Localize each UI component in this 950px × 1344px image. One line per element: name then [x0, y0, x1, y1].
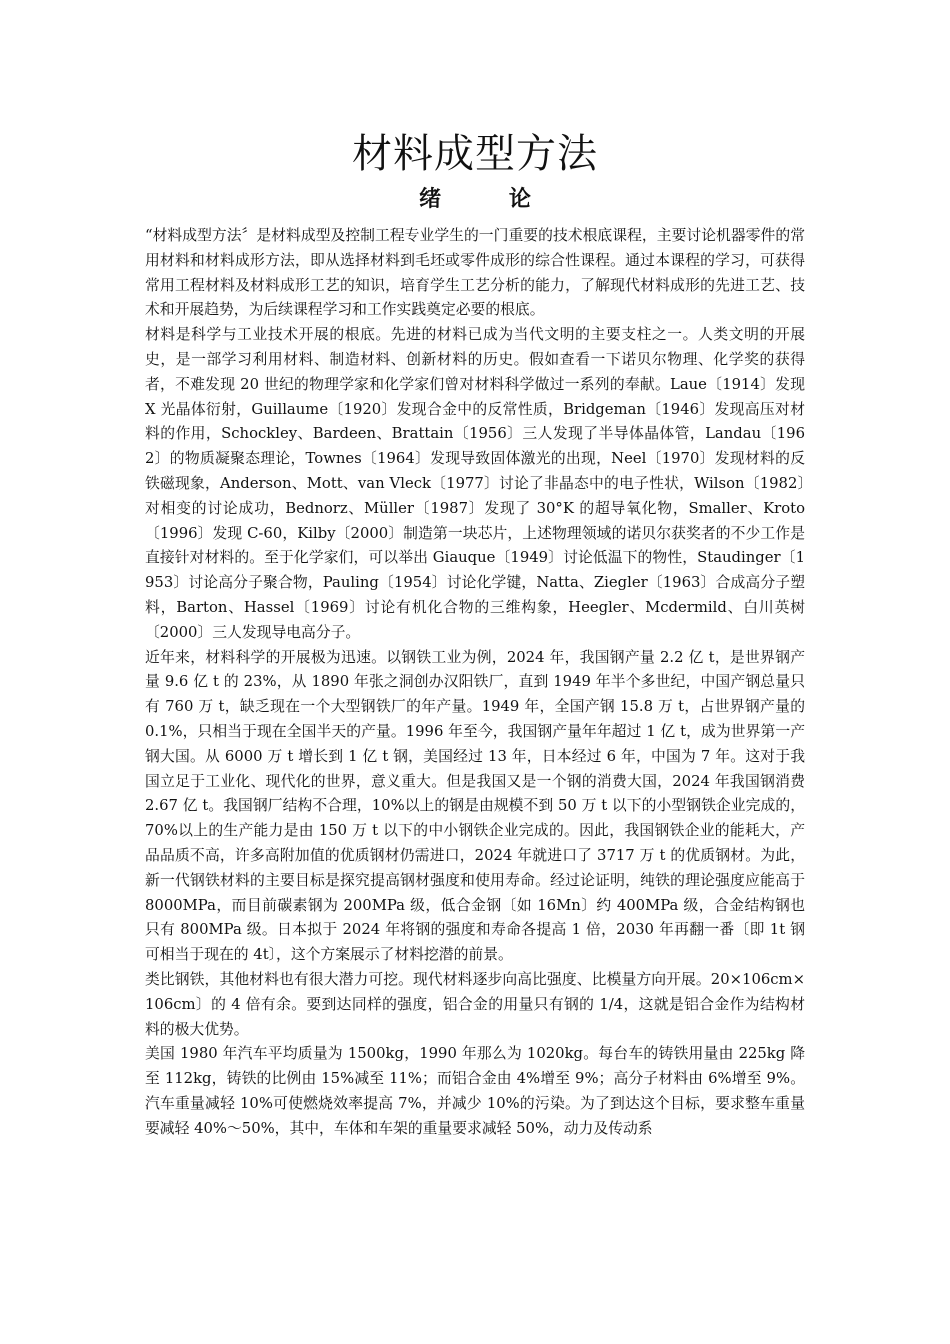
document-body [145, 224, 805, 1141]
paragraph-materials-history: 材料是科学与工业技术开展的根底。先进的材料已成为当代文明的主要支柱之一。人类文明的开展史，是一部学习利用材料、制造材料、创新材料的历史。假如查看一下诺贝尔物理、化学奖的获得者，不难发现 20 世纪的物理学家和化学家们曾对材料科学做过一系列的奉献。Laue〔1914〕发现 X 光晶体衍射，Guillaume〔1920〕发现合金中的反常性质，Bridgeman〔1946〕发现高压对材料的作用，Schockley、Bardeen、Brattain〔1956〕三人发现了半导体晶体管，Landau〔1962〕的物质凝聚态理论，Townes〔1964〕发现导致固体激光的出现，Neel〔1970〕发现材料的反铁磁现象，Anderson、Mott、van Vleck〔1977〕讨论了非晶态中的电子性状，Wilson〔1982〕对相变的讨论成功，Bednorz、Müller〔1987〕发现了 30°K 的超导氧化物，Smaller、Kroto〔1996〕发现 C-60，Kilby〔2000〕制造第一块芯片，上述物理领域的诺贝尔获奖者的不少工作是直接针对材料的。至于化学家们，可以举出 Giauque〔1949〕讨论低温下的物性，Staudinger〔1953〕讨论高分子聚合物，Pauling〔1954〕讨论化学键，Natta、Ziegler〔1963〕合成高分子塑料，Barton、Hassel〔1969〕讨论有机化合物的三维构象，Heegler、Mcdermild、白川英树〔2000〕三人发现导电高分子。 [145, 326, 805, 641]
paragraph-aluminum-alloy: 类比钢铁，其他材料也有很大潜力可挖。现代材料逐步向高比强度、比模量方向开展。20×106cm×106cm〕的 4 倍有余。要到达同样的强度，铝合金的用量只有钢的 1/4，这就是铝合金作为结构材料的极大优势。 [145, 970, 805, 1038]
paragraph-course-intro: “材料成型方法〞是材料成型及控制工程专业学生的一门重要的技术根底课程，主要讨论机器零件的常用材料和材料成形方法，即从选择材料到毛坯或零件成形的综合性课程。通过本课程的学习，可获得常用工程材料及材料成形工艺的知识，培育学生工艺分析的能力，了解现代材料成形的先进工艺、技术和开展趋势，为后续课程学习和工作实践奠定必要的根底。 [145, 227, 805, 319]
paragraph-steel-industry: 近年来，材料科学的开展极为迅速。以钢铁工业为例，2024 年，我国钢产量 2.2 亿 t，是世界钢产量 9.6 亿 t 的 23%，从 1890 年张之洞创办汉阳铁厂，直到 1949 年半个多世纪，中国产钢总量只有 760 万 t，缺乏现在一个大型钢铁厂的年产量。1949 年，全国产钢 15.8 万 t，占世界钢产量的 0.1%，只相当于现在全国半天的产量。1996 年至今，我国钢产量年年超过 1 亿 t，成为世界第一产钢大国。从 6000 万 t 增长到 1 亿 t 钢，美国经过 13 年，日本经过 6 年，中国为 7 年。这对于我国立足于工业化、现代化的世界，意义重大。但是我国又是一个钢的消费大国，2024 年我国钢消费 2.67 亿 t。我国钢厂结构不合理，10%以上的钢是由规模不到 50 万 t 以下的小型钢铁企业完成的，70%以上的生产能力是由 150 万 t 以下的中小钢铁企业完成的。因此，我国钢铁企业的能耗大，产品品质不高，许多高附加值的优质钢材仍需进口，2024 年就进口了 3717 万 t 的优质钢材。为此，新一代钢铁材料的主要目标是探究提高钢材强度和使用寿命。经过论证明，纯铁的理论强度应能高于 8000MPa，而目前碳素钢为 200MPa 级，低合金钢〔如 16Mn〕约 400MPa 级，合金结构钢也只有 800MPa 级。日本拟于 2024 年将钢的强度和寿命各提高 1 倍，2030 年再翻一番〔即 1t 钢可相当于现在的 4t〕，这个方案展示了材料挖潜的前景。 [145, 648, 805, 964]
document-title: 材料成型方法 [352, 131, 598, 177]
section-heading: 绪 论 [419, 187, 561, 212]
paragraph-automobile-weight: 美国 1980 年汽车平均质量为 1500kg，1990 年那么为 1020kg。每台车的铸铁用量由 225kg 降至 112kg，铸铁的比例由 15%减至 11%；而铝合金由 4%增至 9%；高分子材料由 6%增至 9%。汽车重量减轻 10%可使燃烧效率提高 7%，并减少 10%的污染。为了到达这个目标，要求整车重量要减轻 40%～50%，其中，车体和车架的重量要求减轻 50%，动力及传动系 [145, 1045, 805, 1137]
